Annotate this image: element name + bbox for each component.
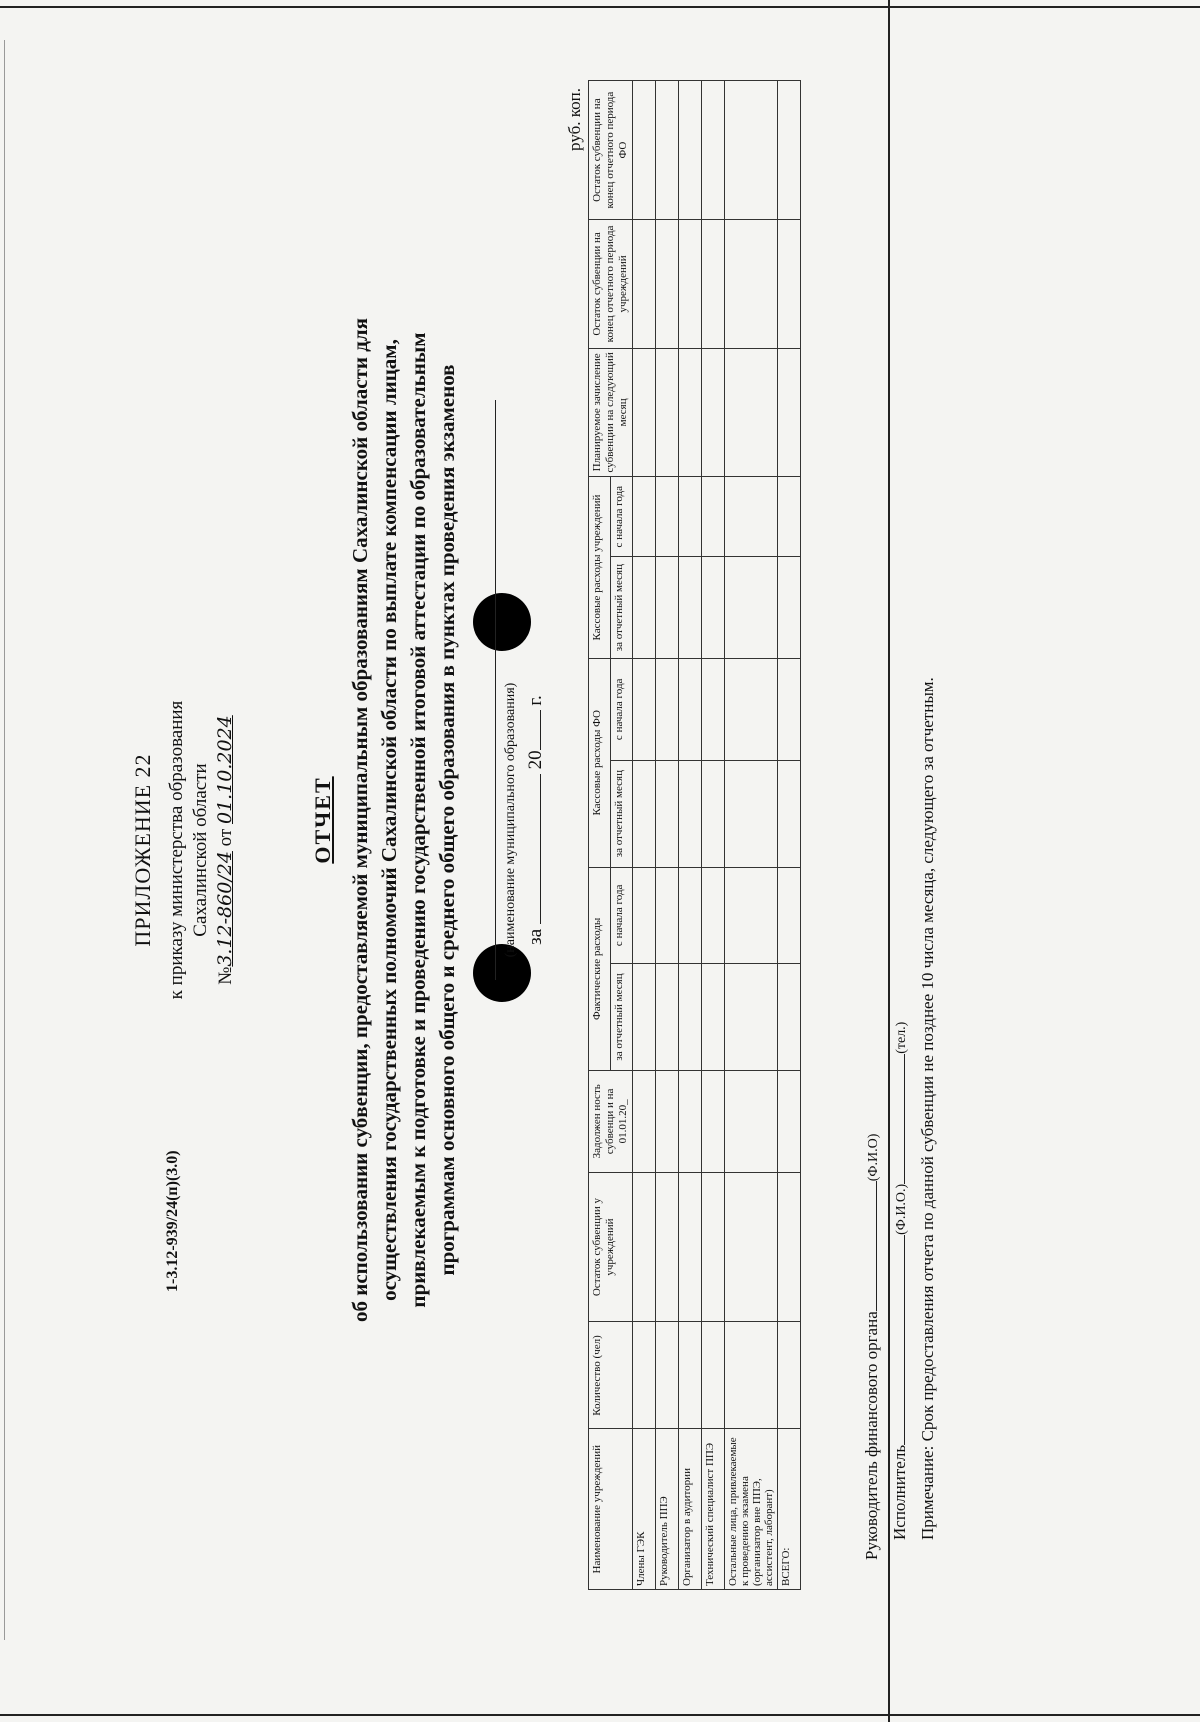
order-reference — [165, 100, 238, 1600]
currency-units: руб. коп. — [565, 88, 584, 151]
signature-fio-2: (Ф.И.О.) — [894, 1183, 909, 1235]
header-cash-inst: Кассовые расходы учреждений — [589, 477, 611, 659]
report-subtitle — [346, 40, 462, 1600]
subtitle-line: об использовании субвенции, предоставляемой муниципальным образованиям Сахалинской области для — [348, 317, 372, 1323]
subtitle-line: привлекаемым к подготовке и проведению государственной итоговой аттестации по образовательным — [406, 332, 430, 1308]
header-name: Наименование учреждений — [589, 1429, 633, 1590]
order-line-2: Сахалинской области — [190, 763, 211, 937]
header-debt: Задолжен ность субвенци и на 01.01.20_ — [589, 1070, 633, 1172]
phone-line — [904, 1054, 905, 1184]
doc-code-wrapper — [4, 862, 181, 1722]
order-date-handwritten: 01.10.2024 — [214, 715, 236, 825]
subheader-ytd: с начала года — [611, 867, 633, 963]
table-row — [656, 81, 679, 1590]
report-table — [588, 80, 801, 1590]
header-rem-inst-end: Остаток субвенции на конец отчетного периода учреждений — [589, 220, 633, 348]
document-code: 1-3.12-939/24(п)(3.0) — [164, 1150, 181, 1292]
row-label: Руководитель ППЭ — [656, 1429, 679, 1590]
subtitle-line: программам основного общего и среднего общего образования в пунктах проведения экзаменов — [435, 364, 459, 1276]
scan-bottom-border — [0, 1714, 1200, 1716]
row-label-total: ВСЕГО: — [778, 1429, 801, 1590]
header-count: Количество (чел) — [589, 1322, 633, 1429]
table-row — [725, 81, 778, 1590]
header-actual: Фактические расходы — [589, 867, 611, 1070]
signature-head — [862, 1134, 882, 1560]
period-blank — [540, 774, 541, 924]
row-label: Технический специалист ППЭ — [702, 1429, 725, 1590]
order-line-1: к приказу министерства образования — [166, 700, 187, 1000]
signature-executor-label: Исполнитель — [890, 1444, 909, 1540]
rotated-document-page — [110, 40, 970, 1600]
signature-line — [876, 1181, 877, 1311]
row-label: Члены ГЭК — [633, 1429, 656, 1590]
subheader-ytd: с начала года — [611, 658, 633, 760]
period-year-blank — [540, 710, 541, 750]
municipality-label: (наименование муниципального образования) — [503, 682, 518, 958]
signature-phone: (тел.) — [894, 1021, 909, 1054]
header-remainder: Остаток субвенции у учреждений — [589, 1172, 633, 1322]
row-label: Остальные лица, привлекаемые к проведению экзамена (организатор вне ППЭ, ассистент, лаборант) — [725, 1429, 778, 1590]
scan-top-border — [0, 6, 1200, 8]
table-row — [702, 81, 725, 1590]
municipality-blank-line — [495, 400, 496, 980]
signature-fio-1: (Ф.И.О) — [866, 1133, 881, 1182]
period-za: за — [525, 928, 546, 945]
order-number-handwritten: 3.12-860/24 — [214, 851, 236, 967]
row-label: Организатор в аудитории — [679, 1429, 702, 1590]
order-no-prefix: № — [215, 966, 236, 985]
signature-head-label: Руководитель финансового органа — [862, 1311, 881, 1560]
report-title: ОТЧЕТ — [310, 776, 335, 864]
signature-line — [904, 1235, 905, 1445]
subheader-ytd: с начала года — [611, 477, 633, 557]
subtitle-line: осуществления государственных полномочий Сахалинской области по выплате компенсации лицам, — [377, 339, 401, 1301]
table-row — [633, 81, 656, 1590]
table-row-total — [778, 81, 801, 1590]
subheader-month: за отчетный месяц — [611, 963, 633, 1070]
subheader-month: за отчетный месяц — [611, 557, 633, 659]
header-rem-fo-end: Остаток субвенции на конец отчетного периода ФО — [589, 81, 633, 220]
header-cash-fo: Кассовые расходы ФО — [589, 658, 611, 867]
period-year-prefix: 20 — [525, 750, 546, 770]
report-period — [525, 40, 547, 1600]
header-planned: Планируемое зачисление субвенции на следующий месяц — [589, 348, 633, 476]
table-row — [679, 81, 702, 1590]
subheader-month: за отчетный месяц — [611, 760, 633, 867]
appendix-number: ПРИЛОЖЕНИЕ 22 — [130, 753, 155, 947]
period-year-suffix: г. — [525, 695, 546, 706]
order-line-3 — [213, 100, 238, 1600]
order-from: от — [215, 828, 236, 847]
signature-executor — [890, 1022, 910, 1540]
footnote: Примечание: Срок предоставления отчета по данной субвенции не позднее 10 числа месяца, следующего за отчетным. — [918, 677, 937, 1540]
